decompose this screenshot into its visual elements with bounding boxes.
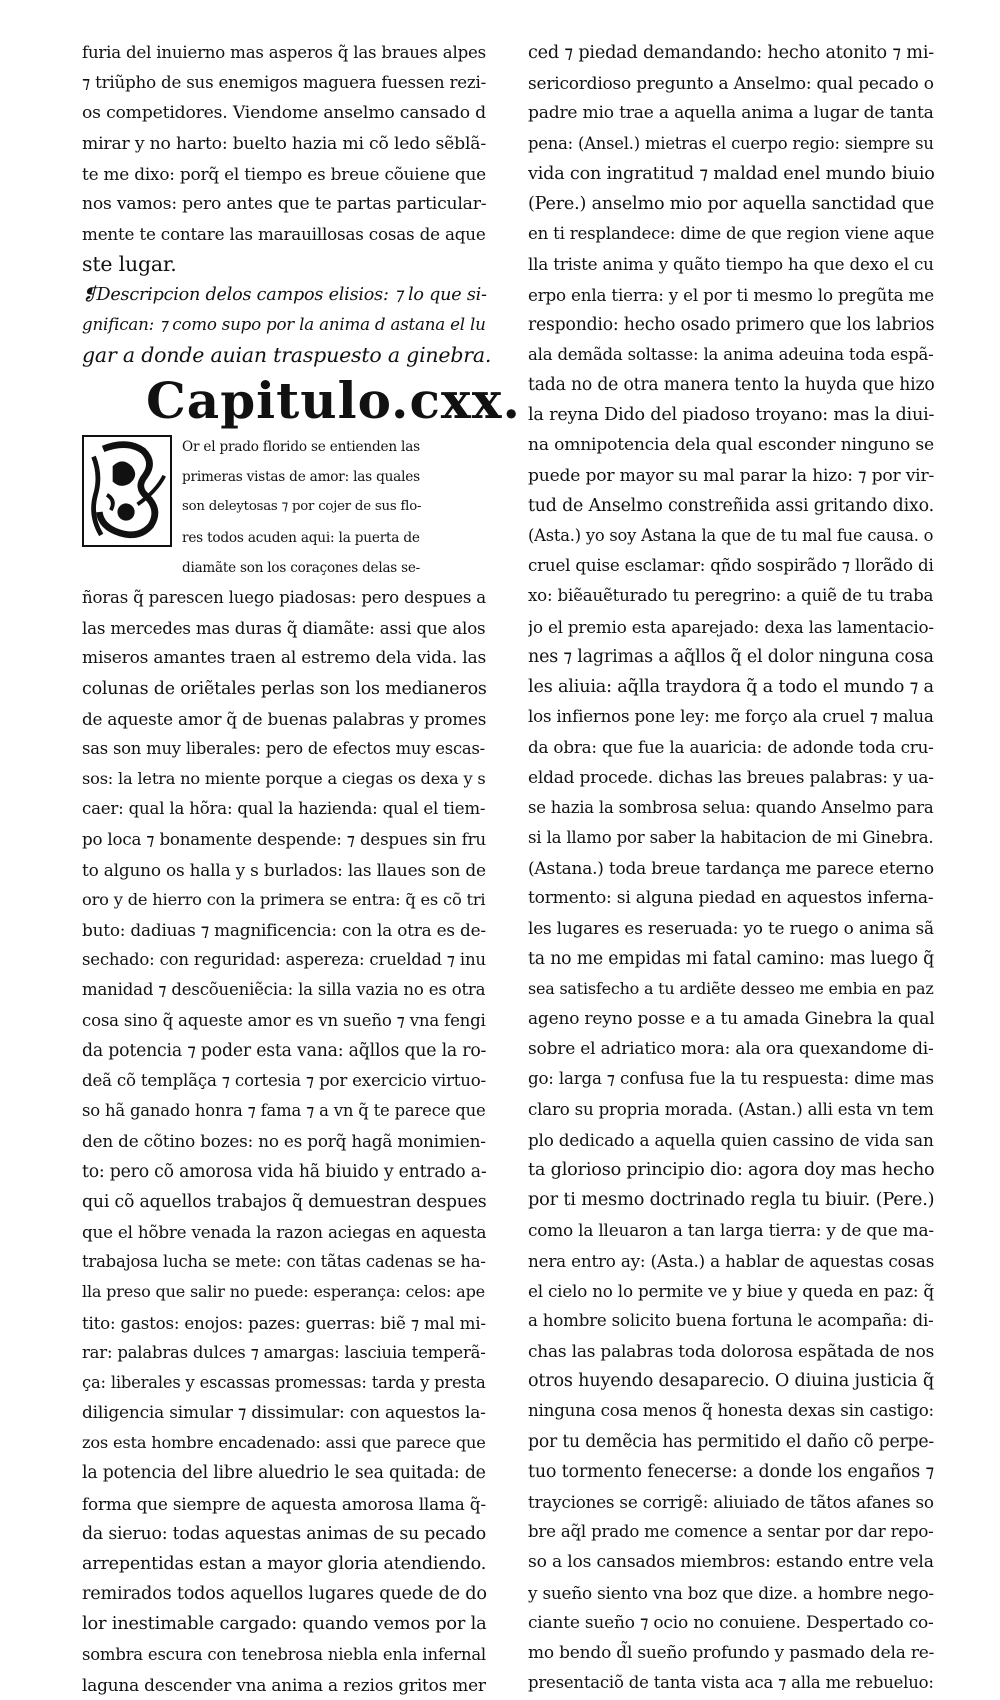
text-line: remirados todos aquellos lugares quede de do [82, 1584, 487, 1605]
text-line: miseros amantes traen al estremo dela vida. las [82, 648, 487, 669]
text-line: les lugares es reseruada: yo te ruego o anima sã [528, 918, 934, 939]
text-line: tuo tormento fenecerse: a donde los engaños ⁊ [528, 1461, 934, 1482]
text-line: te me dixo: porq̃ el tiempo es breue cõuiene que [82, 163, 486, 184]
text-line: que el hõbre venada la razon aciegas en aquesta [82, 1221, 487, 1242]
text-line: to alguno os halla y s burlados: las llaues son de [82, 859, 486, 880]
text-line: claro su propria morada. (Astan.) alli esta vn tem [528, 1099, 934, 1119]
text-line: ñoras q̃ parescen luego piadosas: pero despues a [82, 588, 486, 607]
text-line: qui cõ aquellos trabajos q̃ demuestran despues [82, 1191, 487, 1212]
text-line: la reyna Dido del piadoso troyano: mas la diui- [528, 405, 935, 426]
rubric-line: gar a donde auian traspuesto a ginebra. [82, 342, 492, 367]
text-line: respondio: hecho osado primero que los labrios [528, 314, 935, 335]
text-line: presentaciõ de tanta vista aca ⁊ alla me rebueluo: [528, 1673, 934, 1693]
text-line: vida con ingratitud ⁊ maldad enel mundo biuio [528, 163, 935, 184]
text-line: se hazia la sombrosa selua: quando Anselmo para [528, 797, 934, 817]
text-line: (Astana.) toda breue tardança me parece eterno [528, 858, 934, 879]
text-line: padre mio trae a aquella anima a lugar de tanta [528, 103, 934, 124]
text-line: (Asta.) yo soy Astana la que de tu mal fue causa. o [528, 526, 934, 545]
text-line: na omnipotencia dela qual esconder ninguno se [528, 435, 934, 456]
text-line: por ti mesmo doctrinado regla tu biuir. (Pere.) [528, 1190, 935, 1211]
text-line: les aliuia: aq̃lla traydora q̃ a todo el mundo ⁊ a [528, 676, 934, 697]
text-line: manidad ⁊ descõueniẽcia: la silla vazia no es otra [82, 980, 486, 1000]
text-line: erpo enla tierra: y el por ti mesmo lo pregũta me [528, 284, 934, 305]
text-line: sericordioso pregunto a Anselmo: qual pecado o [528, 73, 934, 94]
text-line: como la lleuaron a tan larga tierra: y de que ma- [528, 1220, 934, 1241]
text-line: caer: qual la hõra: qual la hazienda: qual el tiem- [82, 799, 486, 819]
text-line: otros huyendo desaparecio. O diuina justicia q̃ [528, 1371, 934, 1392]
text-line: forma que siempre de aquesta amorosa llama q̃- [82, 1493, 486, 1514]
initial-block [82, 432, 492, 583]
text-line: y sueño siento vna boz que dize. a hombre nego- [528, 1582, 934, 1603]
text-line: nes ⁊ lagrimas a aq̃llos q̃ el dolor ninguna cosa [528, 646, 934, 667]
text-line: sechado: con reguridad: aspereza: crueldad ⁊ inu [82, 950, 486, 970]
text-line: de aqueste amor q̃ de buenas palabras y promes [82, 708, 487, 729]
text-line: trayciones se corrigẽ: aliuiado de tãtos afanes so [528, 1492, 934, 1512]
text-line: so a los cansados miembros: estando entre vela [528, 1552, 934, 1573]
text-line: (Pere.) anselmo mio por aquella sanctidad que [528, 193, 935, 214]
text-line: tud de Anselmo constreñida assi gritando dixo. [528, 495, 934, 516]
chapter-heading: Capitulo.cxx. [146, 371, 521, 431]
text-line: tada no de otra manera tento la huyda que hizo [528, 375, 935, 396]
text-line: por tu demẽcia has permitido el daño cõ perpe- [528, 1431, 934, 1452]
text-line: cosa sino q̃ aqueste amor es vn sueño ⁊ vna fengi [82, 1010, 486, 1030]
text-line: los infiernos pone ley: me forço ala cruel ⁊ malua [528, 707, 934, 727]
text-line: buto: dadiuas ⁊ magnificencia: con la otra es de- [82, 920, 486, 941]
text-line: to: pero cõ amorosa vida hã biuido y entrado a- [82, 1161, 487, 1182]
text-line: plo dedicado a aquella quien cassino de vida san [528, 1129, 934, 1150]
text-line: eldad procede. dichas las breues palabras: y ua- [528, 767, 934, 788]
text-line: chas las palabras toda dolorosa espãtada de nos [528, 1341, 935, 1362]
text-line: ced ⁊ piedad demandando: hecho atonito ⁊ mi- [528, 43, 935, 63]
rubric-line: gnifican: ⁊ como supo por la anima d astana el lu [82, 314, 486, 334]
text-line: oro y de hierro con la primera se entra: q̃ es cõ tri [82, 889, 486, 909]
text-line: a hombre solicito buena fortuna le acompaña: di- [528, 1310, 934, 1330]
text-line: en ti resplandece: dime de que region viene aque [528, 224, 935, 244]
text-line: tito: gastos: enojos: pazes: guerras: biẽ ⁊ mal mi- [82, 1312, 486, 1333]
text-line: ta glorioso principio dio: agora doy mas hecho [528, 1159, 935, 1180]
text-line: tormento: si alguna piedad en aquestos inferna- [528, 888, 934, 909]
text-line: colunas de oriẽtales perlas son los medianeros [82, 678, 487, 699]
text-line: jo el premio esta aparejado: dexa las lamentacio- [528, 616, 934, 637]
text-line: da sieruo: todas aquestas animas de su pecado [82, 1523, 487, 1544]
text-line: nos vamos: pero antes que te partas particular- [82, 193, 487, 214]
text-line: zos esta hombre encadenado: assi que parece que [82, 1433, 486, 1453]
text-line: ninguna cosa menos q̃ honesta dexas sin castigo: [528, 1401, 934, 1421]
text-line: ala demãda soltasse: la anima adeuina toda espã- [528, 344, 934, 364]
text-line: den de cõtino bozes: no es porq̃ hagã monimien- [82, 1131, 486, 1152]
text-line: sas son muy liberales: pero de efectos muy escas- [82, 738, 486, 758]
text-line: ciante sueño ⁊ ocio no conuiene. Despertado co- [528, 1612, 934, 1633]
text-line: sos: la letra no miente porque a ciegas os dexa y s [82, 769, 486, 789]
text-line: os competidores. Viendome anselmo cansado d [82, 103, 486, 124]
text-line: lla triste anima y quãto tiempo ha que dexo el cu [528, 254, 934, 275]
text-line: son deleytosas ⁊ por cojer de sus flo- [182, 499, 422, 515]
text-line: mirar y no harto: buelto hazia mi cõ ledo sẽblã- [82, 133, 486, 154]
text-line: lor inestimable cargado: quando vemos por la [82, 1614, 487, 1635]
text-line: trabajosa lucha se mete: con tãtas cadenas se ha- [82, 1252, 486, 1272]
text-line: furia del inuierno mas asperos q̃ las braues alpes [82, 43, 486, 62]
text-line: bre aq̃l prado me comence a sentar por dar repo- [528, 1522, 934, 1542]
text-line: el cielo no lo permite ve y biue y queda en paz: q̃ [528, 1280, 934, 1301]
text-line: xo: biẽauẽturado tu peregrino: a quiẽ de tu traba [528, 586, 934, 606]
decorated-initial-icon [82, 435, 172, 547]
text-line: pena: (Ansel.) mietras el cuerpo regio: siempre su [528, 133, 934, 153]
text-line: las mercedes mas duras q̃ diamãte: assi que alos [82, 618, 486, 639]
text-line: la potencia del libre aluedrio le sea quitada: de [82, 1463, 486, 1484]
left-column [82, 38, 521, 1700]
text-line: lla preso que salir no puede: esperança: celos: ape [82, 1282, 485, 1302]
text-line: res todos acuden aqui: la puerta de [182, 529, 420, 546]
text-line: diamãte son los coraçones delas se- [182, 559, 421, 576]
right-column [528, 38, 940, 1698]
text-line: ta no me empidas mi fatal camino: mas luego q̃ [528, 948, 935, 969]
text-line: ageno reyno posse e a tu amada Ginebra la qual [528, 1009, 935, 1029]
text-line: da potencia ⁊ poder esta vana: aq̃llos que la ro- [82, 1040, 487, 1061]
text-line: rar: palabras dulces ⁊ amargas: lasciuia temperã- [82, 1342, 486, 1362]
text-line: Or el prado florido se entienden las [182, 439, 420, 456]
text-line: ça: liberales y escassas promessas: tarda y presta [82, 1372, 486, 1392]
text-line: puede por mayor su mal parar la hizo: ⁊ por vir- [528, 465, 935, 486]
text-line: sea satisfecho a tu ardiẽte desseo me embia en paz [528, 978, 934, 998]
text-line: mo bendo d̃l sueño profundo y pasmado dela re- [528, 1642, 935, 1663]
text-line: nera entro ay: (Asta.) a hablar de aquestas cosas [528, 1250, 935, 1271]
text-line: cruel quise esclamar: qñdo sospirãdo ⁊ llorãdo di [528, 556, 934, 576]
text-line: si la llamo por saber la habitacion de mi Ginebra. [528, 827, 934, 847]
text-line: so hã ganado honra ⁊ fama ⁊ a vn q̃ te parece que [82, 1101, 486, 1121]
text-line: arrepentidas estan a mayor gloria atendiendo. [82, 1554, 487, 1574]
text-line: sombra escura con tenebrosa niebla enla infernal [82, 1644, 486, 1664]
text-line: go: larga ⁊ confusa fue la tu respuesta: dime mas [528, 1069, 934, 1089]
text-line: diligencia simular ⁊ dissimular: con aquestos la- [82, 1403, 486, 1424]
text-line: po loca ⁊ bonamente despende: ⁊ despues sin fru [82, 829, 486, 849]
text-line: laguna descender vna anima a rezios gritos mer [82, 1674, 486, 1695]
text-line: ste lugar. [82, 252, 177, 277]
text-line: ⁊ triũpho de sus enemigos maguera fuessen rezi- [82, 73, 487, 93]
text-line: deã cõ templãça ⁊ cortesia ⁊ por exercicio virtuo- [82, 1071, 486, 1090]
text-line: sobre el adriatico mora: ala ora quexandome di- [528, 1039, 934, 1060]
text-line: mente te contare las marauillosas cosas de aque [82, 224, 486, 245]
text-line: primeras vistas de amor: las quales [182, 469, 420, 486]
rubric-line: ❡Descripcion delos campos elisios: ⁊ lo que si- [82, 284, 487, 305]
text-line: da obra: que fue la auaricia: de adonde toda cru- [528, 737, 934, 758]
